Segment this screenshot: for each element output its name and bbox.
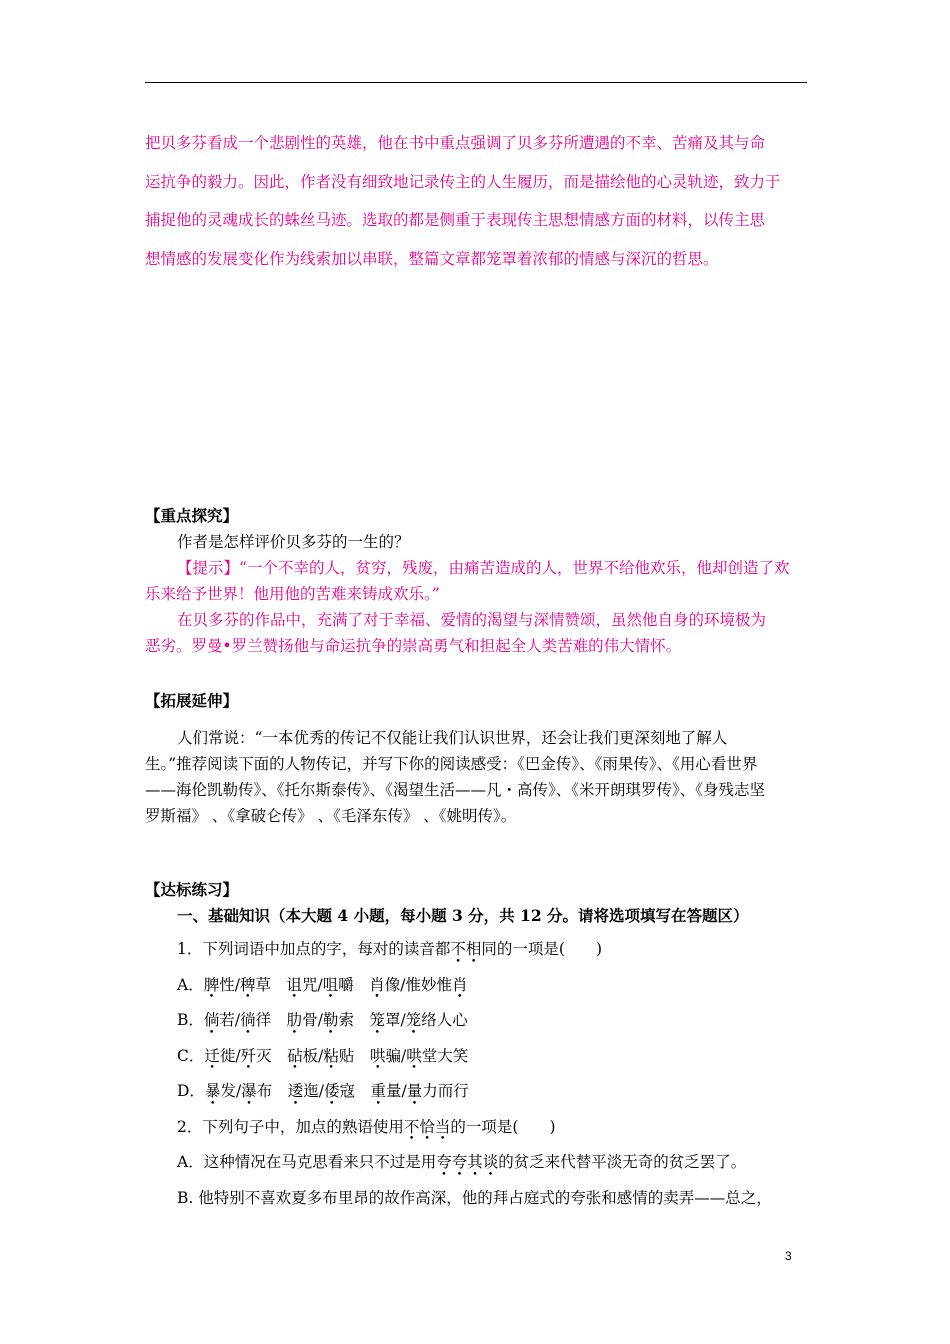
option-text: 骨/ (302, 1011, 323, 1029)
option-text: 索 (338, 1011, 370, 1029)
dotted-char: 不 (403, 1117, 420, 1136)
option-text: 性/ (219, 975, 240, 994)
dotted-char: 诅 (286, 975, 302, 994)
dotted-char: 脾 (203, 975, 220, 994)
header-rule (145, 82, 807, 83)
question-1-option (145, 1003, 810, 1039)
extend-heading: 【拓展延伸】 (145, 691, 239, 710)
dotted-char: 肖 (452, 975, 468, 994)
option-text: 若/ (219, 1011, 241, 1029)
option-text: 力而行 (422, 1082, 469, 1100)
option-text: 寇 (339, 1082, 371, 1100)
focus-hint-line2: 乐来给予世界！他用他的苦难来铸成欢乐。” (145, 585, 440, 603)
option-text: 布 (256, 1082, 288, 1100)
dotted-char: 笼 (369, 1011, 385, 1029)
dotted-char: 相 (465, 940, 482, 958)
dotted-char: 哄 (406, 1046, 422, 1065)
question-1-option (145, 1074, 810, 1110)
dotted-char: 歼 (240, 1046, 257, 1065)
dotted-char: 夸 (451, 1153, 468, 1171)
dotted-char: 倭 (323, 1082, 340, 1100)
option-text: 量/ (386, 1082, 407, 1100)
dotted-char: 稗 (239, 975, 256, 994)
hint-label: 【提示】 (177, 559, 240, 577)
option-text: 徉 (255, 1011, 287, 1029)
option-text: C． (177, 1046, 205, 1065)
option-text: 发/ (220, 1082, 242, 1100)
focus-hint-line (145, 555, 810, 581)
option-text: 徙/ (219, 1046, 241, 1065)
question-1-option (145, 1039, 810, 1075)
dotted-char: 当 (434, 1117, 451, 1136)
question-2-stem: 2．下列句子中，加点的熟语使用不恰当的一项是( ) (177, 1117, 556, 1136)
question-1-option (145, 968, 810, 1004)
page-number: 3 (785, 1249, 792, 1263)
dotted-char: 重 (370, 1082, 387, 1100)
intro-line: 捕捉他的灵魂成长的蛛丝马迹。选取的都是侧重于表现传主思想情感方面的材料，以传主思 (145, 211, 766, 229)
dotted-char: 砧 (287, 1046, 303, 1065)
dotted-char: 倘 (203, 1011, 220, 1029)
option-text: 贴 (338, 1046, 370, 1065)
dotted-char: 量 (406, 1082, 423, 1100)
question-2-option-a: A．这种情况在马克思看来只不过是用夸夸其谈的贫乏来代替平淡无奇的贫乏罢了。 (177, 1153, 747, 1171)
extend-section (145, 688, 810, 829)
option-text: D． (177, 1082, 205, 1100)
intro-line: 把贝多芬看成一个悲剧性的英雄，他在书中重点强调了贝多芬所遭遇的不幸、苦痛及其与命 (145, 134, 766, 152)
option-text: 像/惟妙惟 (384, 975, 453, 994)
dotted-char: 其 (467, 1153, 483, 1171)
option-text: 嚼 (338, 975, 370, 994)
option-text: 罩/ (384, 1011, 406, 1029)
dotted-char: 粘 (323, 1046, 339, 1065)
focus-para-line1: 在贝多芬的作品中，充满了对于幸福、爱情的渴望与深情赞颂，虽然他自身的环境极为 (177, 611, 767, 629)
hint-text: “一个不幸的人，贫穷，残废，由痛苦造成的人，世界不给他欢乐，他却创造了欢 (239, 559, 790, 577)
focus-question: 作者是怎样评价贝多芬的一生的？ (177, 533, 410, 551)
option-text: 堂大笑 (421, 1046, 469, 1065)
section-title: 一、基础知识（本大题 4 小题，每小题 3 分，共 12 分。请将选项填写在答题区） (177, 906, 749, 925)
extend-line: ——海伦凯勒传》、《托尔斯泰传》、《渴望生活——凡・高传》、《米开朗琪罗传》、《身残志坚 (145, 781, 766, 799)
extend-line: 人们常说：“一本优秀的传记不仅能让我们认识世界，还会让我们更深刻地了解人 (177, 729, 728, 747)
dotted-char: 笼 (405, 1011, 422, 1029)
dotted-char: 恰 (419, 1117, 435, 1136)
option-text: 草 (255, 975, 287, 994)
option-text: 迤/ (303, 1082, 324, 1100)
option-text: A． (177, 975, 204, 994)
practice-section (145, 877, 810, 929)
dotted-char: 肋 (286, 1011, 303, 1029)
option-text: B． (177, 1011, 204, 1029)
dotted-char: 肖 (369, 975, 385, 994)
question-list (145, 932, 810, 1216)
dotted-char: 不 (450, 940, 466, 958)
focus-para-line2: 恶劣。罗曼•罗兰赞扬他与命运抗争的崇高勇气和担起全人类苦难的伟大情怀。 (145, 637, 682, 655)
practice-heading: 【达标练习】 (145, 880, 239, 899)
dotted-char: 迁 (204, 1046, 220, 1065)
dotted-char: 哄 (369, 1046, 386, 1065)
focus-section (145, 503, 810, 659)
dotted-char: 勒 (322, 1011, 339, 1029)
dotted-char: 谈 (482, 1153, 499, 1171)
option-text: 板/ (302, 1046, 324, 1065)
question-2-option-b: B. 他特别不喜欢夏多布里昂的故作高深，他的拜占庭式的夸张和感情的卖弄——总之， (177, 1188, 772, 1207)
question-1-stem: 1．下列词语中加点的字，每对的读音都不相同的一项是( ) (177, 940, 603, 958)
focus-heading: 【重点探究】 (145, 506, 239, 525)
extend-line: 生。”推荐阅读下面的人物传记，并写下你的阅读感受：《巴金传》、《雨果传》、《用心看世界 (145, 755, 758, 773)
extend-line: 罗斯福》 、《拿破仑传》 、《毛泽东传》 、《姚明传》。 (145, 807, 517, 825)
dotted-char: 逶 (287, 1082, 304, 1100)
option-text: 络人心 (421, 1011, 468, 1029)
dotted-char: 咀 (322, 975, 339, 994)
intro-paragraph (145, 124, 810, 278)
dotted-char: 暴 (204, 1082, 221, 1100)
intro-line: 想情感的发展变化作为线索加以串联，整篇文章都笼罩着浓郁的情感与深沉的哲思。 (145, 249, 719, 268)
dotted-char: 夸 (436, 1153, 452, 1171)
intro-line: 运抗争的毅力。因此，作者没有细致地记录传主的人生履历，而是描绘他的心灵轨迹，致力于 (145, 172, 781, 191)
dotted-char: 瀑 (241, 1082, 257, 1100)
dotted-char: 徜 (240, 1011, 256, 1029)
option-text: 骗/ (385, 1046, 407, 1065)
option-text: 咒/ (302, 975, 323, 994)
option-text: 灭 (256, 1046, 288, 1065)
